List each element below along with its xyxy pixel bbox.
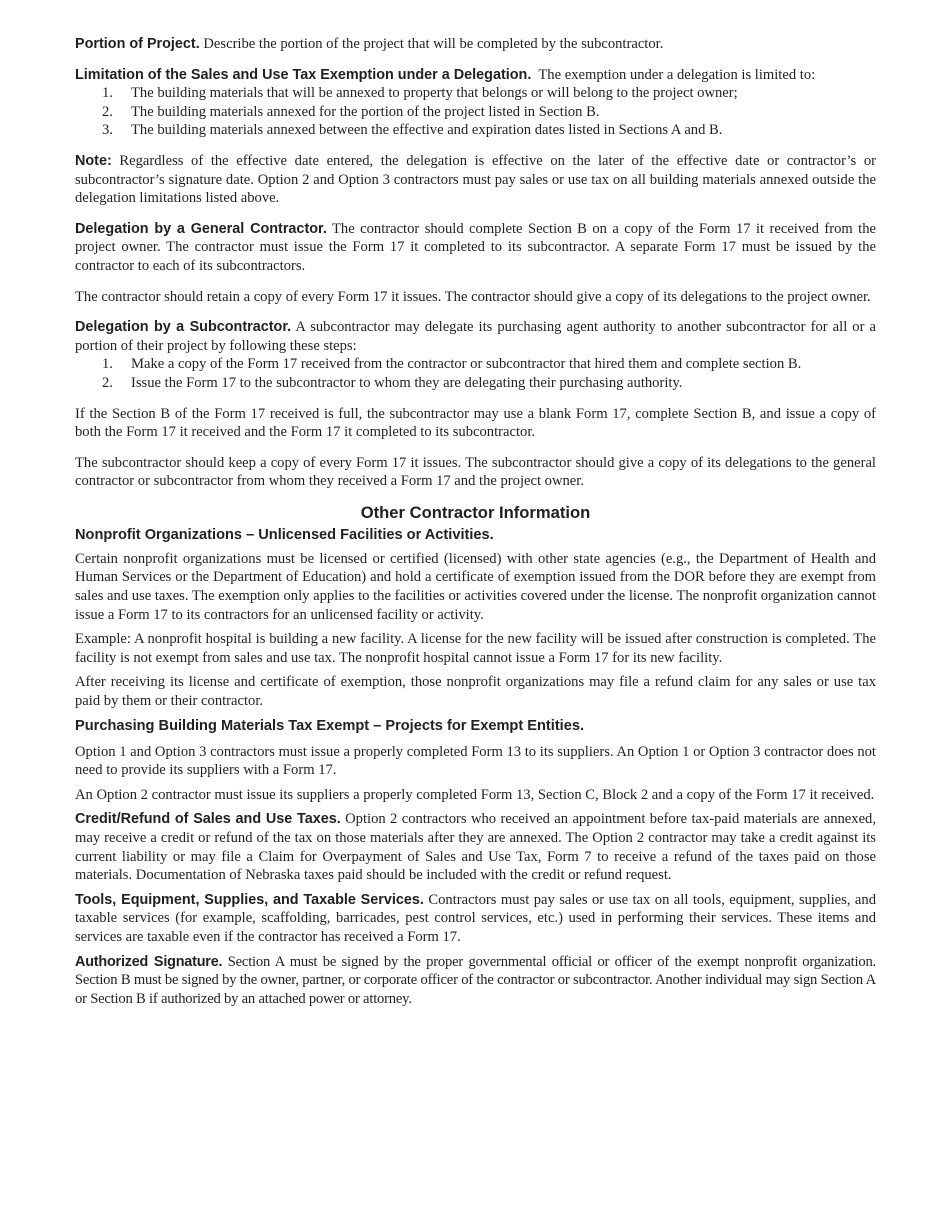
list-item <box>75 84 876 103</box>
portion-paragraph <box>75 35 876 54</box>
purchasing-paragraph-2: An Option 2 contractor must issue its suppliers a properly completed Form 13, Section C, Block 2 and a copy of the Form 17 it received. <box>75 786 875 803</box>
note-text: Regardless of the effective date entered, the delegation is effective on the later of the effective date or contractor’s or subcontractor’s signature date. Option 2 and Option 3 contractors must pay sales or use tax on all building materials annexed outside the delegation limitations listed above. <box>75 152 876 207</box>
list-number: 1. <box>102 85 113 102</box>
credit-text: Option 2 contractors who received an appointment before tax-paid materials are annexed, may receive a credit or refund of the tax on those materials after they are annexed. The Option 2 contractor may take a credit against its current liability or may file a Claim for Overpayment of Sales and Use Tax, Form 7 to receive a refund of the taxes paid on those materials. Documentation of Nebraska taxes paid should be included with the credit or refund request. <box>75 811 876 884</box>
general-contractor-retain: The contractor should retain a copy of every Form 17 it issues. The contractor should give a copy of its delegations to the project owner. <box>75 288 871 305</box>
list-text: Issue the Form 17 to the subcontractor to whom they are delegating their purchasing authority. <box>131 374 683 391</box>
nonprofit-example: Example: A nonprofit hospital is building a new facility. A license for the new facility will be issued after construction is completed. The facility is not exempt from sales and use tax. The nonprofit hospital cannot issue a Form 17 for its new facility. <box>75 631 876 666</box>
list-text: Make a copy of the Form 17 received from the contractor or subcontractor that hired them and complete section B. <box>131 356 802 373</box>
subcontractor-steps <box>75 355 876 392</box>
signature-text: Section A must be signed by the proper governmental official or officer of the exempt nonprofit organization. Section B must be signed by the owner, partner, or corporate officer of the contractor or subcontractor. Another individual may sign Section A or Section B if authorized by an attached power or attorney. <box>75 953 876 1007</box>
general-contractor-heading: Delegation by a General Contractor. <box>75 220 327 237</box>
limitation-heading: Limitation of the Sales and Use Tax Exemption under a Delegation. <box>75 66 532 83</box>
purchasing-heading: Purchasing Building Materials Tax Exempt – Projects for Exempt Entities. <box>75 717 585 734</box>
note-paragraph <box>75 152 876 208</box>
credit-paragraph <box>75 810 876 884</box>
subcontractor-paragraph <box>75 318 876 355</box>
section-title: Other Contractor Information <box>360 502 591 522</box>
portion-text: Describe the portion of the project that will be completed by the subcontractor. <box>203 36 664 52</box>
signature-heading: Authorized Signature. <box>75 953 223 970</box>
list-text: The building materials annexed between the effective and expiration dates listed in Sections A and B. <box>131 122 723 139</box>
list-item <box>75 121 876 140</box>
instructions-page <box>75 35 876 1008</box>
limitation-list <box>75 84 876 140</box>
subcontractor-full-paragraph: If the Section B of the Form 17 received is full, the subcontractor may use a blank Form 17, complete Section B, and issue a copy of both the Form 17 it received and the Form 17 it completed to its subcontractor. <box>75 405 876 441</box>
list-number: 3. <box>102 122 113 139</box>
subcontractor-heading: Delegation by a Subcontractor. <box>75 319 292 336</box>
nonprofit-paragraph-1: Certain nonprofit organizations must be licensed or certified (licensed) with other state agencies (e.g., the Department of Health and Human Services or the Department of Education) and hold a certificate of exemption issued from the DOR before they are exempt from sales and use taxes. The exemption only applies to the facilities or activities covered under the license. The nonprofit organization cannot issue a Form 17 to its contractors for an unlicensed facility or activity. <box>75 550 876 623</box>
subcontractor-text: A subcontractor may delegate its purchasing agent authority to another subcontractor for all or a portion of their project by following these steps: <box>75 319 877 354</box>
nonprofit-heading: Nonprofit Organizations – Unlicensed Facilities or Activities. <box>75 526 494 543</box>
portion-heading: Portion of Project. <box>75 36 200 52</box>
list-item <box>75 355 876 374</box>
tools-text: Contractors must pay sales or use tax on all tools, equipment, supplies, and taxable services (for example, scaffolding, barricades, pest control services, etc.) used in performing their services. These items and services are taxable even if the contractor has received a Form 17. <box>75 891 876 945</box>
list-text: The building materials annexed for the portion of the project listed in Section B. <box>131 103 600 120</box>
purchasing-paragraph-1: Option 1 and Option 3 contractors must issue a properly completed Form 13 to its suppliers. An Option 1 or Option 3 contractor does not need to provide its suppliers with a Form 17. <box>75 743 876 779</box>
note-heading: Note: <box>75 152 112 169</box>
list-item <box>75 103 876 122</box>
general-contractor-text: The contractor should complete Section B on a copy of the Form 17 it received from the project owner. The contractor must issue the Form 17 it completed to its subcontractor. A separate Form 17 must be issued by the contractor to each of its subcontractors. <box>75 220 876 274</box>
tools-paragraph <box>75 891 876 947</box>
list-number: 2. <box>102 103 113 120</box>
limitation-text: The exemption under a delegation is limited to: <box>538 66 816 83</box>
list-text: The building materials that will be annexed to property that belongs or will belong to the project owner; <box>131 85 738 102</box>
subcontractor-keep-paragraph: The subcontractor should keep a copy of every Form 17 it issues. The subcontractor should give a copy of its delegations to the general contractor or subcontractor from whom they received a Form 17 and the project owner. <box>75 454 876 490</box>
signature-paragraph <box>75 953 876 1009</box>
list-item <box>75 374 876 393</box>
nonprofit-paragraph-3: After receiving its license and certificate of exemption, those nonprofit organizations may file a refund claim for any sales or use tax paid by them or their contractor. <box>75 674 876 710</box>
list-number: 2. <box>102 374 113 391</box>
tools-heading: Tools, Equipment, Supplies, and Taxable Services. <box>75 891 424 908</box>
limitation-paragraph <box>75 66 876 85</box>
list-number: 1. <box>102 356 113 373</box>
general-contractor-paragraph <box>75 220 876 276</box>
credit-heading: Credit/Refund of Sales and Use Taxes. <box>75 811 341 828</box>
